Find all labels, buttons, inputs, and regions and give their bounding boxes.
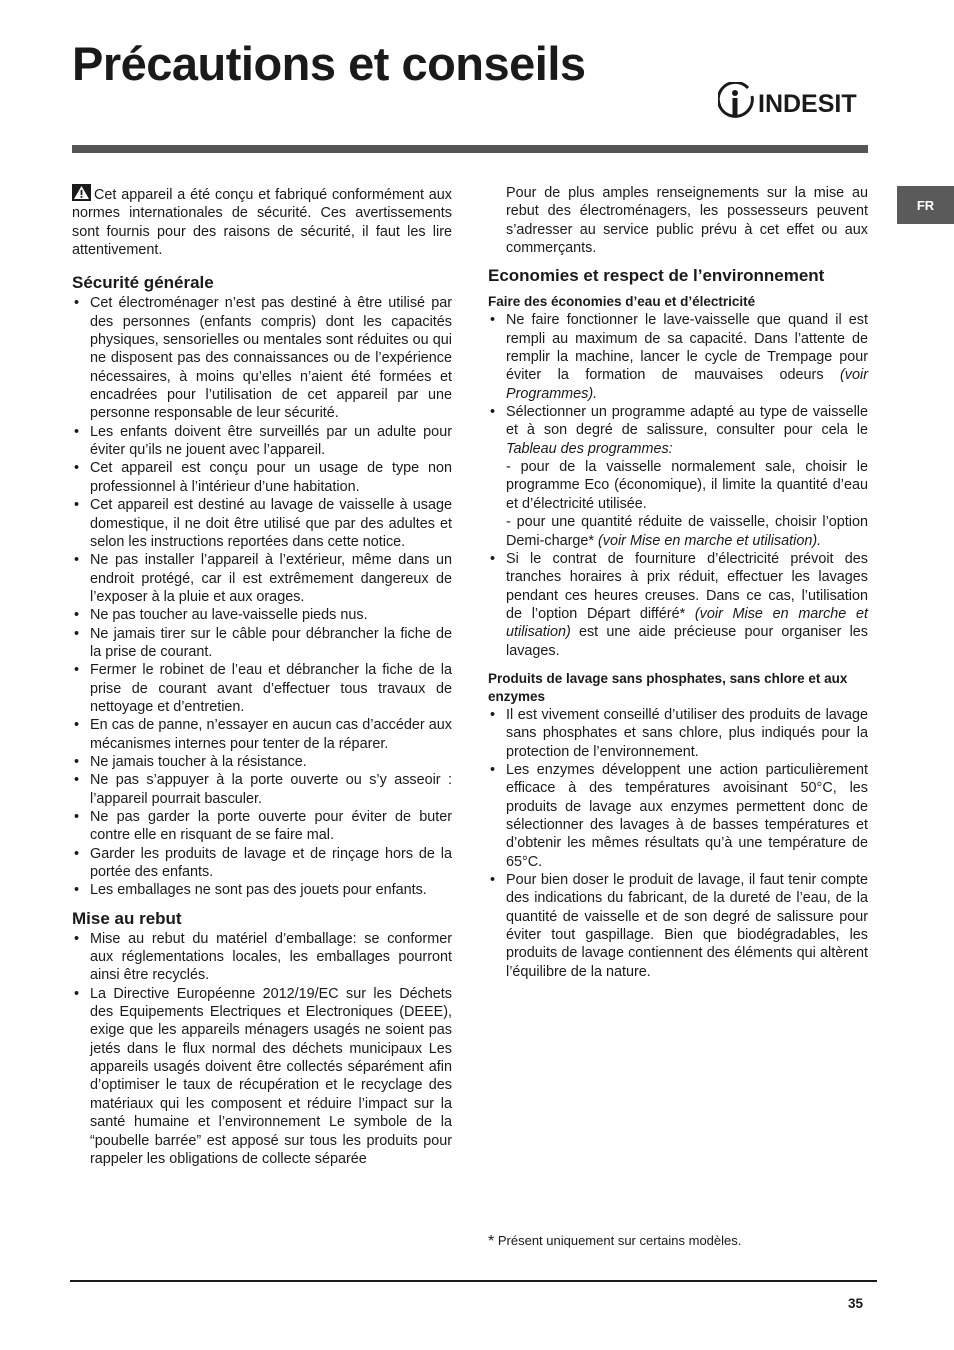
warning-icon: [72, 184, 91, 201]
list-item: • Cet électroménager n’est pas destiné à être utilisé par des personnes (enfants compris) dont les capacités physiques, sensorielles ou mentales sont réduites ou qui ne disposent pas des connaissances ou de l’expérience nécessaires, à moins qu’elles n’aient été formées et encadrées pour l’utilisation de cet appareil par une personne responsable de leur sécurité.: [72, 294, 452, 422]
brand-name: INDESIT: [758, 90, 857, 118]
intro-text: Cet appareil a été conçu et fabriqué conformément aux normes internationales de sécurité. Ces avertissements sont fournis pour des raisons de sécurité, il faut les lire attentivement.: [72, 187, 452, 259]
cross-reference: (voir Mise en marche et utilisation).: [597, 532, 822, 549]
economies-list-1: [488, 311, 868, 660]
list-item: • La Directive Européenne 2012/19/EC sur les Déchets des Equipements Electriques et Electroniques (DEEE), exige que les appareils ménagers usagés ne soient pas jetés dans le flux normal des déchets municipaux Les appareils usagés doivent être collectés séparément afin d’optimiser le taux de récupération et le recyclage des matériaux qui les composent et réduire l’impact sur la santé humaine et l’environnement Le symbole de la “poubelle barrée” est apposé sur tous les produits pour rappeler les obligations de collecte séparée: [72, 985, 452, 1168]
footnote: [488, 1233, 741, 1251]
list-item: • Ne pas garder la porte ouverte pour éviter de buter contre elle en risquant de se faire mal.: [72, 808, 452, 845]
economies-list-2: [488, 706, 868, 981]
securite-heading: Sécurité générale: [72, 273, 214, 293]
footnote-star: *: [488, 1233, 495, 1250]
page-title: Précautions et conseils: [72, 37, 586, 90]
cross-reference: Tableau des programmes:: [506, 440, 673, 457]
list-item: • Ne faire fonctionner le lave-vaisselle que quand il est rempli au maximum de sa capacité. Dans l’attente de remplir la machine, lancer le cycle de Trempage pour éviter la formation de mauvaises odeurs (voir Programmes).: [488, 311, 868, 403]
economies-heading: Economies et respect de l’environnement: [488, 266, 825, 286]
cross-reference: (voir Programmes).: [506, 367, 868, 402]
list-item: • Les enzymes développent une action particulièrement efficace à des températures avoisinant 50°C, les produits de lavage aux enzymes permettent donc de sélectionner des lavages à de basses températures et d’obtenir les mêmes résultats qu’à une température de 65°C.: [488, 761, 868, 871]
list-item: • Pour bien doser le produit de lavage, il faut tenir compte des indications du fabricant, de la dureté de l’eau, de la quantité de vaisselle et de son degré de salissure pour éviter tout gaspillage. Bien que biodégradables, les produits de lavage contiennent des éléments qui altèrent l’équilibre de la nature.: [488, 871, 868, 981]
left-column: [72, 184, 452, 1168]
list-item: • Cet appareil est destiné au lavage de vaisselle à usage domestique, il ne doit être utilisé que par des adultes et selon les instructions reportées dans cette notice.: [72, 496, 452, 551]
rebut-continuation: Pour de plus amples renseignements sur la mise au rebut des électroménagers, les possesseurs peuvent s’adresser au service public prévu à cet effet ou aux commerçants.: [506, 185, 868, 257]
list-item: • Cet appareil est conçu pour un usage de type non professionnel à l’intérieur d’une habitation.: [72, 459, 452, 496]
list-item: • Ne pas s’appuyer à la porte ouverte ou s’y asseoir : l’appareil pourrait basculer.: [72, 771, 452, 808]
list-item: • En cas de panne, n’essayer en aucun cas d’accéder aux mécanismes internes pour tenter de la réparer.: [72, 716, 452, 753]
list-item: • Si le contrat de fourniture d’électricité prévoit des tranches horaires à prix réduit, effectuer les lavages pendant ces heures creuses. Dans ce cas, l’utilisation de l’option Départ différé* (voir Mise en marche et utilisation) est une aide précieuse pour organiser les lavages.: [488, 550, 868, 660]
indesit-i-logo-icon: [718, 82, 756, 126]
intro-paragraph: [72, 184, 452, 259]
list-item: • Les emballages ne sont pas des jouets pour enfants.: [72, 881, 452, 899]
list-item: • Les enfants doivent être surveillés par un adulte pour éviter qu’ils ne jouent avec l’appareil.: [72, 423, 452, 460]
brand-logo: [718, 82, 870, 126]
right-column: [488, 184, 868, 981]
list-item: • Fermer le robinet de l’eau et débrancher la fiche de la prise de courant avant d’effectuer tous travaux de nettoyage et d’entretien.: [72, 661, 452, 716]
list-item: • Ne pas installer l’appareil à l’extérieur, même dans un endroit protégé, car il est extrêmement dangereux de l’exposer à la pluie et aux orages.: [72, 551, 452, 606]
header-rule: [72, 145, 868, 153]
rebut-heading: Mise au rebut: [72, 908, 182, 928]
list-item: • Ne jamais toucher à la résistance.: [72, 753, 452, 771]
list-item: • Ne pas toucher au lave-vaisselle pieds nus.: [72, 606, 452, 624]
page-number: 35: [848, 1296, 864, 1311]
list-item: • Il est vivement conseillé d’utiliser des produits de lavage sans phosphates et sans chlore, plus indiqués pour la protection de l’environnement.: [488, 706, 868, 761]
list-item: • Garder les produits de lavage et de rinçage hors de la portée des enfants.: [72, 845, 452, 882]
economies-subheading-2: Produits de lavage sans phosphates, sans chlore et aux enzymes: [488, 670, 848, 704]
list-item: • Ne jamais tirer sur le câble pour débrancher la fiche de la prise de courant.: [72, 625, 452, 662]
list-item: • Sélectionner un programme adapté au type de vaisselle et à son degré de salissure, consulter pour cela le Tableau des programmes: - pour de la vaisselle normalement sale, choisir le programme Eco (économique), il limite la quantité d’eau et d’électricité utilisée. - pour une quantité réduite de vaisselle, choisir l’option Demi-charge* (voir Mise en marche et utilisation).: [488, 403, 868, 550]
footnote-text: Présent uniquement sur certains modèles.: [497, 1233, 742, 1248]
securite-list: [72, 294, 452, 899]
list-item: • Mise au rebut du matériel d’emballage: se conformer aux réglementations locales, les emballages pourront ainsi être recyclés.: [72, 930, 452, 985]
language-tab[interactable]: FR: [897, 186, 954, 224]
cross-reference: (voir Mise en marche et utilisation): [506, 605, 868, 641]
footer-rule: [70, 1280, 877, 1282]
rebut-list: [72, 930, 452, 1168]
economies-subheading-1: Faire des économies d’eau et d’électricité: [488, 294, 756, 310]
